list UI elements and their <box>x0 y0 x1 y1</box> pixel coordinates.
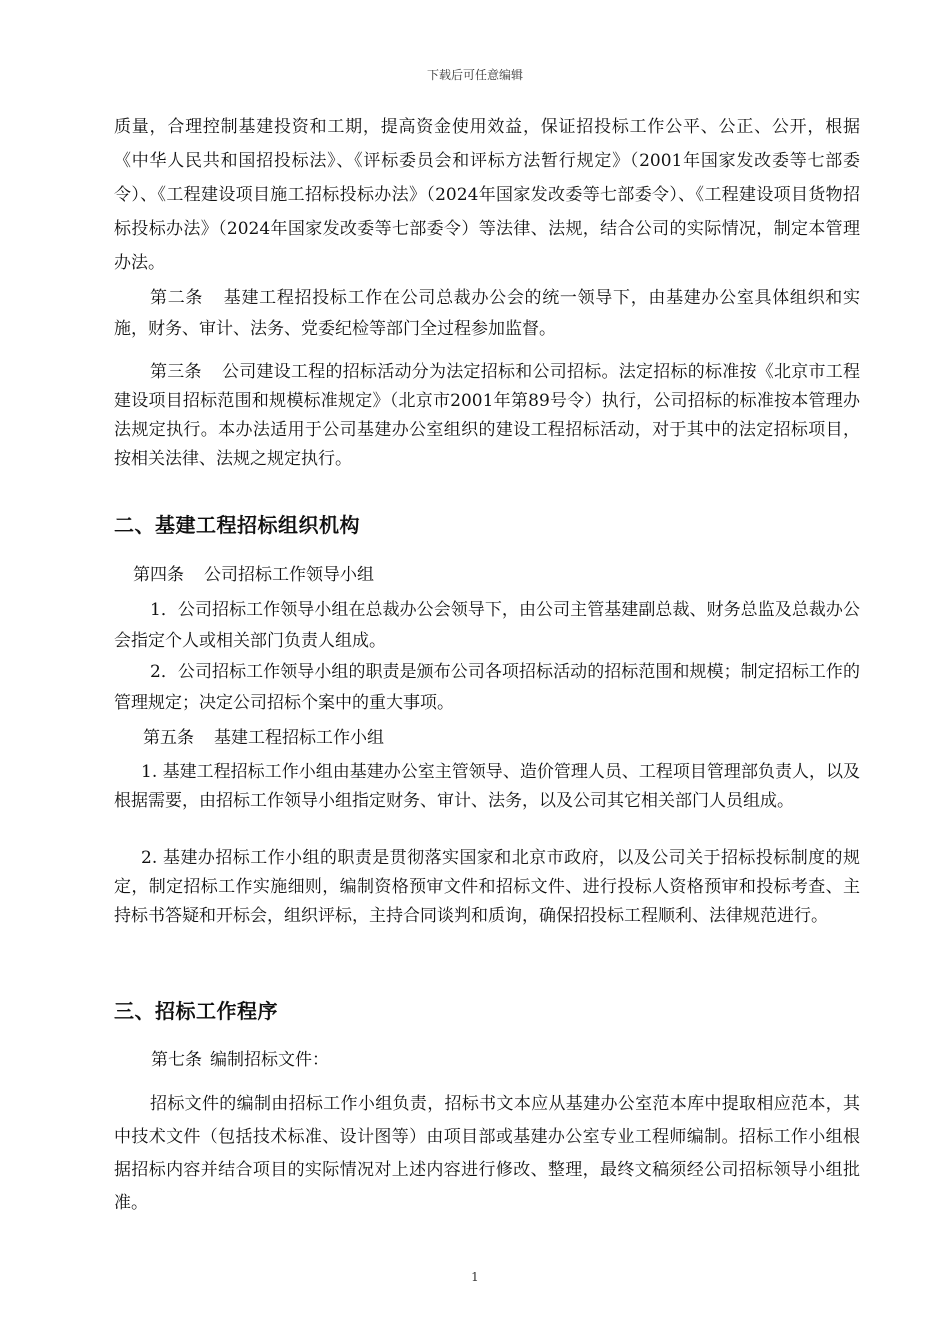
page-header: 下载后可任意编辑 <box>426 68 523 82</box>
article-5-label: 第五条 <box>143 728 194 748</box>
article-7-label: 第七条 <box>151 1050 202 1070</box>
article-2 <box>114 283 860 345</box>
article-4-title: 公司招标工作领导小组 <box>204 565 374 585</box>
article-2-label: 第二条 <box>150 288 204 308</box>
article-7-title: 编制招标文件： <box>210 1050 329 1070</box>
item-4-1 <box>114 595 860 657</box>
article-3 <box>114 358 860 474</box>
article-4-label: 第四条 <box>133 565 184 585</box>
article-2-text: 基建工程招投标工作在公司总裁办公会的统一领导下，由基建办公室具体组织和实施，财务、审计、法务、党委纪检等部门全过程参加监督。 <box>114 288 860 339</box>
item-4-2 <box>114 657 860 719</box>
article-7-text: 招标文件的编制由招标工作小组负责，招标书文本应从基建办公室范本库中提取相应范本，其中技术文件（包括技术标准、设计图等）由项目部或基建办公室专业工程师编制。招标工作小组根据招标内容并结合项目的实际情况对上述内容进行修改、整理，最终文稿须经公司招标领导小组批准。 <box>114 1094 860 1213</box>
item-4-2-text: 2．公司招标工作领导小组的职责是颁布公司各项招标活动的招标范围和规模；制定招标工作的管理规定；决定公司招标个案中的重大事项。 <box>114 662 860 713</box>
intro-text: 质量，合理控制基建投资和工期，提高资金使用效益，保证招投标工作公平、公正、公开，根据《中华人民共和国招投标法》、《评标委员会和评标方法暂行规定》（2001年国家发改委等七部委令）、《工程建设项目施工招标投标办法》（2024年国家发改委等七部委令）、《工程建设项目货物招标投标办法》（2024年国家发改委等七部委令）等法律、法规，结合公司的实际情况，制定本管理办法。 <box>114 117 860 273</box>
item-5-1 <box>114 758 860 816</box>
article-5-heading <box>143 723 384 748</box>
article-5-title: 基建工程招标工作小组 <box>214 728 384 748</box>
article-7-heading <box>151 1045 329 1070</box>
article-7-paragraph <box>114 1088 860 1220</box>
intro-paragraph <box>114 110 860 280</box>
item-5-2-text: 2. 基建办招标工作小组的职责是贯彻落实国家和北京市政府，以及公司关于招标投标制度的规定，制定招标工作实施细则，编制资格预审文件和招标文件、进行投标人资格预审和投标考查、主持标书答疑和开标会，组织评标，主持合同谈判和质询，确保招投标工程顺利、法律规范进行。 <box>114 848 860 926</box>
section-3-heading: 三、招标工作程序 <box>114 999 278 1023</box>
section-2-heading: 二、基建工程招标组织机构 <box>114 513 360 537</box>
item-5-1-text: 1. 基建工程招标工作小组由基建办公室主管领导、造价管理人员、工程项目管理部负责人，以及根据需要，由招标工作领导小组指定财务、审计、法务，以及公司其它相关部门人员组成。 <box>114 762 860 811</box>
item-4-1-text: 1．公司招标工作领导小组在总裁办公会领导下，由公司主管基建副总裁、财务总监及总裁办公会指定个人或相关部门负责人组成。 <box>114 600 860 651</box>
article-4-heading <box>133 560 374 585</box>
item-5-2 <box>114 844 860 931</box>
page-number: 1 <box>471 1270 479 1284</box>
article-3-label: 第三条 <box>150 362 202 382</box>
article-3-text: 公司建设工程的招标活动分为法定招标和公司招标。法定招标的标准按《北京市工程建设项目招标范围和规模标准规定》（北京市2001年第89号令）执行，公司招标的标准按本管理办法规定执行。本办法适用于公司基建办公室组织的建设工程招标活动，对于其中的法定招标项目，按相关法律、法规之规定执行。 <box>114 362 860 469</box>
